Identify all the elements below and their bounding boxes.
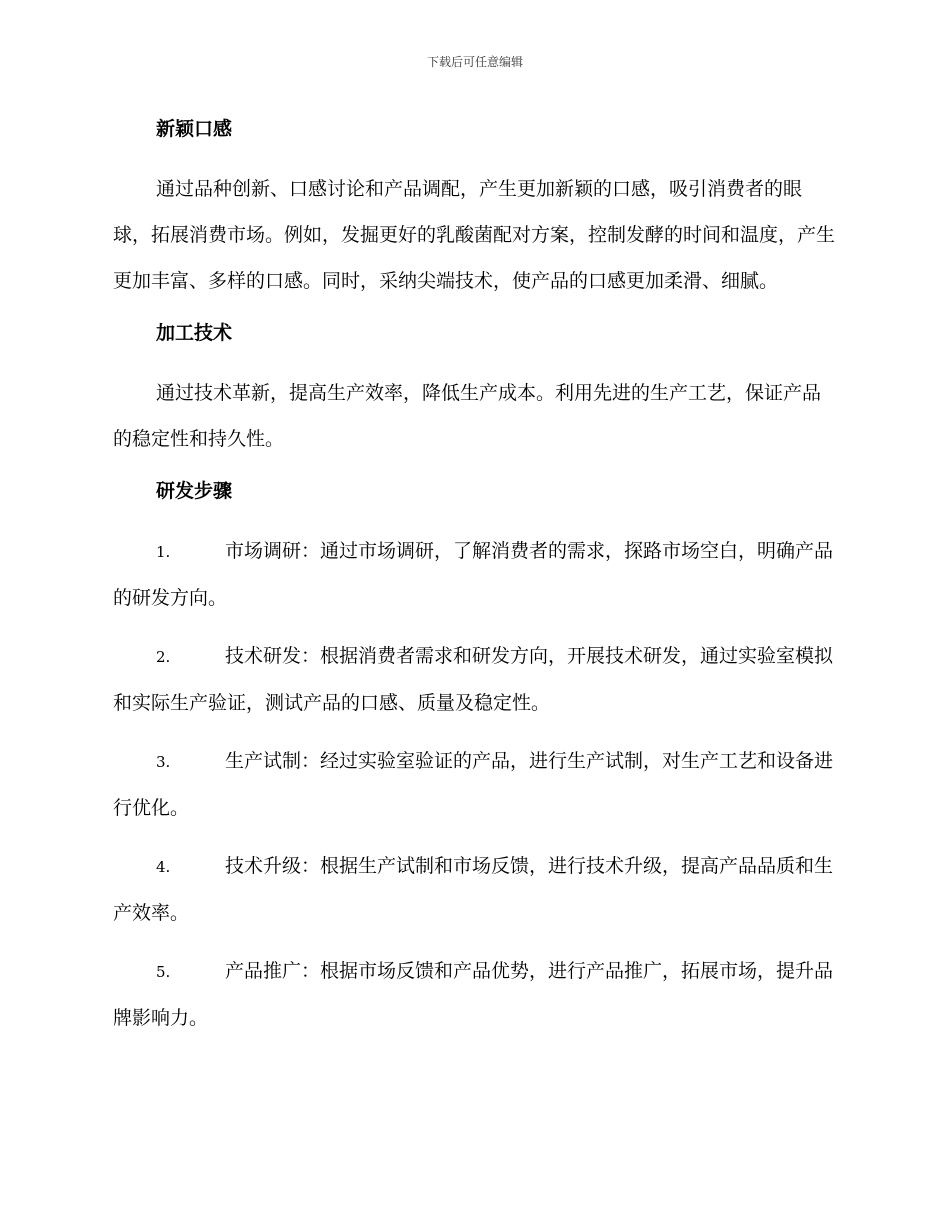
section-heading-processing-tech: 加工技术 (156, 322, 233, 344)
step-number: 1. (156, 543, 171, 561)
header-note: 下载后可任意编辑 (426, 55, 523, 69)
step-text: 市场调研：通过市场调研，了解消费者的需求，探路市场空白，明确产品的研发方向。 (113, 540, 834, 609)
document-content (113, 112, 835, 1053)
step-item-2 (113, 633, 835, 726)
step-text: 技术升级：根据生产试制和市场反馈，进行技术升级，提高产品品质和生产效率。 (113, 855, 834, 924)
section-body-processing-tech: 通过技术革新，提高生产效率，降低生产成本。利用先进的生产工艺，保证产品的稳定性和持久性。 (113, 382, 822, 450)
step-text: 技术研发：根据消费者需求和研发方向，开展技术研发，通过实验室模拟和实际生产验证，测试产品的口感、质量及稳定性。 (113, 645, 834, 714)
step-number: 3. (156, 753, 171, 771)
step-item-3 (113, 738, 835, 831)
step-number: 2. (156, 648, 171, 666)
step-item-4 (113, 843, 835, 936)
section-body-novel-taste: 通过品种创新、口感讨论和产品调配，产生更加新颖的口感，吸引消费者的眼球，拓展消费市场。例如，发掘更好的乳酸菌配对方案，控制发酵的时间和温度，产生更加丰富、多样的口感。同时，采纳尖端技术，使产品的口感更加柔滑、细腻。 (113, 178, 836, 292)
step-item-1 (113, 528, 835, 621)
step-item-5 (113, 948, 835, 1041)
step-number: 5. (156, 963, 171, 981)
section-heading-rd-steps: 研发步骤 (156, 480, 233, 502)
step-text: 生产试制：经过实验室验证的产品，进行生产试制，对生产工艺和设备进行优化。 (113, 750, 834, 819)
step-text: 产品推广：根据市场反馈和产品优势，进行产品推广，拓展市场，提升品牌影响力。 (113, 960, 834, 1029)
section-heading-novel-taste: 新颖口感 (156, 118, 233, 140)
step-number: 4. (156, 858, 171, 876)
